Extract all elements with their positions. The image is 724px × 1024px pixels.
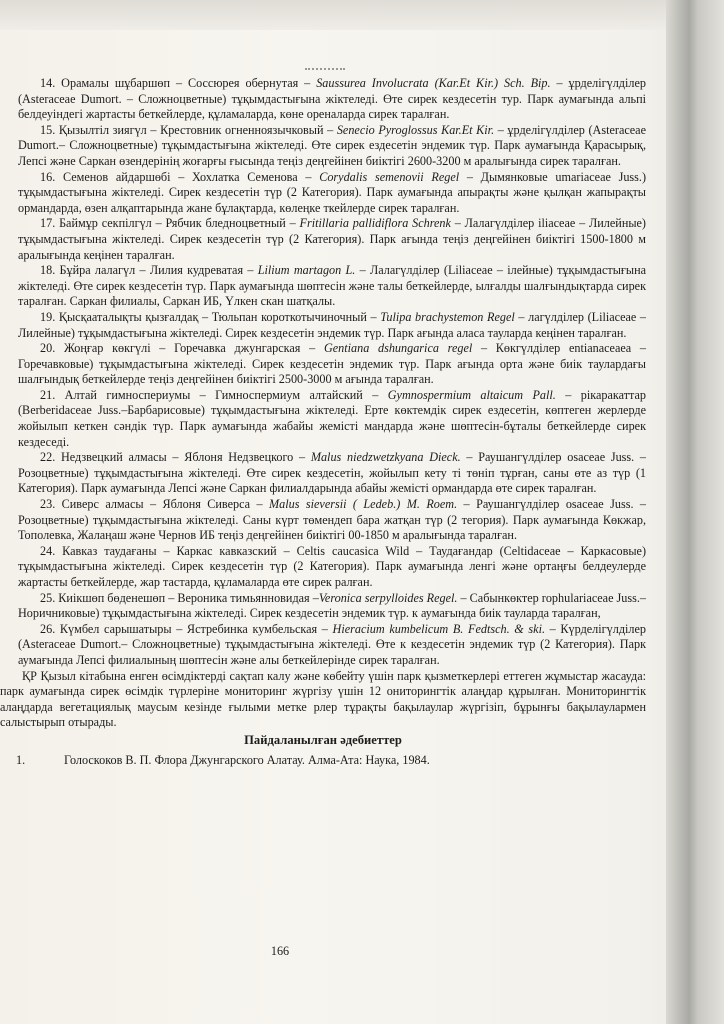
entry-number: 18. <box>40 263 56 278</box>
entry-number: 15. <box>40 122 56 137</box>
entry-description: – рікаракаттар (Berberidaceae Juss.–Барбарисовые) тұқымдастығына жіктеледі. Ерте көктемдік сирек ездесетін, көптеген жерлерде жойылып кеткен сәндік түр. Парк аумағында жабайы жемісті мандарда және шөптесін-бұталы беткейлерде сирек кездеседі. <box>18 387 647 449</box>
entry-common-names: Қызылтіл зиягүл – Крестовник огненноязычковый – <box>58 122 337 137</box>
entry-common-names: Семенов айдаршөбі – Хохлатка Семенова – <box>62 169 320 184</box>
entry-description: – Раушангүлділер osaceae Juss. – Розоцветные) тұқымдастығына жіктеледі. Саны күрт төмендеп бара жатқан түр (2 тегория). Парк аумағында Көкжар, Тополевка, Жалаңаш және Чернов ИБ теңіз деңгейінен биіктігі 00-1850 м аралығында таралған. <box>18 497 647 543</box>
scan-artifact-mark <box>305 58 345 70</box>
entry-common-names: Недзвецкий алмасы – Яблоня Недзвецкого – <box>60 450 311 465</box>
entry-number: 26. <box>40 621 56 636</box>
entry-number: 16. <box>40 169 56 184</box>
reference-text: Голоскоков В. П. Флора Джунгарского Алатау. Алма-Ата: Наука, 1984. <box>64 752 430 767</box>
species-entry <box>0 591 646 622</box>
entry-description: – Лалагүлділер (Liliaceae – ілейные) тұқымдастығына жіктеледі. Өте сирек кездесетін түр. Парк аумағында шөптесін және талы беткейлерде, ылғалды шалғындықтарда сирек таралған. Саркан филиалы, Саркан ИБ, Үлкен скан шатқалы. <box>18 263 647 309</box>
entry-description: – Лалагүлділер iliaceae – Лилейные) тұқымдастығына жіктеледі. Сирек кездесетін түр (2 Категория). Парк ағында теңіз деңгейінен биіктігі 1500-1800 м аралығында кеңінен таралған. <box>18 216 646 262</box>
reference-item <box>0 753 646 769</box>
entry-common-names: Жоңғар көкгүлі – Горечавка джунгарская – <box>63 341 324 356</box>
entry-common-names: Киікшөп бөденешөп – Вероника тимьянновидая – <box>58 590 319 605</box>
species-entry <box>0 216 646 263</box>
page-top-edge <box>0 0 724 30</box>
entry-number: 20. <box>40 341 56 356</box>
entry-common-names: Кавказ таудағаны – Каркас кавказский – Celtis caucasica Wild – Таудағандар (Celtidaceae – Каркасовые) тұқымдастығына жіктеледі. Сирек кездесетін түр (2 Категория). Парк аумағында ленгі және ортаңғы белдеулерде жартасты беткейлерде, жар тастарда, құламаларда өте сирек ралған. <box>18 543 646 589</box>
entry-description: – ұрделігүлділер (Asteraceae Dumort. – Сложноцветные) тұқымдастығына жіктеледі. Өте сирек кездесетін тур. Парк аумағында альпі белдеуіндегі жартасты беткейлерде, құламаларда, көне ореналарда сирек таралған. <box>18 76 646 122</box>
entry-description: – Күрделігүлділер (Asteraceae Dumort.– Сложноцветные) тұқымдастығына жіктеледі. Өте к кездесетін эндемик түр (2 Категория). Парк аумағында Лепсі филиалының шөптесін және алы беткейлерінде сирек таралған. <box>18 621 646 667</box>
entry-latin-name: Fritillaria pallidiflora Schrenk <box>299 216 451 231</box>
entry-description: – ұрделігүлділер (Asteraceae Dumort.– Сложноцветные) тұқымдастығына жіктеледі. Өте сирек ездесетін эндемик түр. Парк аумағында Қарасырық, Лепсі және Саркан өзендерінің жоғарғы ғысында теңіз деңгейінен биіктігі 2600-3200 м аралығында сирек таралған. <box>18 122 646 168</box>
entry-number: 17. <box>40 216 56 231</box>
species-entry <box>0 622 646 669</box>
entry-number: 25. <box>40 590 56 605</box>
entry-latin-name: Hieracium kumbelicum B. Fedtsch. & ski. <box>332 621 546 636</box>
entry-latin-name: Gentiana dshungarica regel <box>323 341 473 356</box>
entry-latin-name: Malus niedzwetzkyana Dieck. <box>310 450 461 465</box>
entry-description: – Раушангүлділер osaceae Juss. – Розоцветные) тұқымдастығына жіктеледі. Өте сирек кездесетін, жойылып кету ті төніп тұрған, саны өте аз түр (1 Категория). Парк аумағында Лепсі және Саркан филиалдарында абайы жемісті ормандарда өте сирек таралған. <box>18 450 647 496</box>
entry-common-names: Күмбел сарышатыры – Ястребинка кумбельская – <box>59 621 333 636</box>
entry-latin-name: Lilium martagon L. <box>257 263 356 278</box>
entry-description: – лагүлділер (Liliaceae – Лилейные) тұқымдастығына жіктеледі. Сирек кездесетін эндемик түр. Парк ағында аласа тауларда кеңінен таралған. <box>18 309 647 340</box>
page-number: 166 <box>270 944 290 958</box>
species-entry <box>0 170 646 217</box>
book-spine-shadow <box>666 0 724 1024</box>
entry-latin-name: Veronica serpylloides Regel. <box>318 590 458 605</box>
species-entry <box>0 76 646 123</box>
entry-common-names: Сиверс алмасы – Яблоня Сиверса – <box>61 497 269 512</box>
entry-latin-name: Malus sieversii ( Ledeb.) M. Roem. <box>269 497 458 512</box>
page-body <box>0 76 646 768</box>
species-entry <box>0 388 646 450</box>
entry-latin-name: Senecio Pyroglossus Kar.Et Kir. <box>336 122 495 137</box>
entry-common-names: Бұйра лалагүл – Лилия кудреватая – <box>59 263 258 278</box>
references-heading: Пайдаланылған әдебиеттер <box>244 732 402 747</box>
entry-latin-name: Corydalis semenovii Regel <box>319 169 460 184</box>
entry-common-names: Баймұр секпілгүл – Рябчик бледноцветный – <box>59 216 300 231</box>
species-entry <box>0 341 646 388</box>
entry-number: 19. <box>40 309 56 324</box>
species-entry <box>0 544 646 591</box>
species-entry <box>0 123 646 170</box>
entry-number: 24. <box>40 543 56 558</box>
reference-number: 1. <box>16 752 26 767</box>
entry-latin-name: Saussurea Involucrata (Kar.Et Kir.) Sch. Bip. <box>316 76 551 90</box>
entry-description: – Сабынкөктер rophulariaceae Juss.– Норичниковые) тұқымдастығына жіктеледі. Сирек кездесетін эндемик түр. к аумағында биік тауларда таралған, <box>18 590 646 621</box>
entry-common-names: Алтай гимноспериумы – Гимноспермиум алтайский – <box>64 387 388 402</box>
entry-description: – Дымянковые umariaceae Juss.) тұқымдастығына жіктеледі. Сирек кездесетін түр (2 Категория). Парк аумағында апырақты және қылқан жапырақты ормандарда, өзен алқаптарында жане бұлақтарда, көлеңке ткейлерде сирек таралған. <box>18 169 647 215</box>
entry-latin-name: Gymnospermium altaicum Pall. <box>387 387 556 402</box>
species-entry <box>0 497 646 544</box>
entry-description: – Көкгүлділер entianaceaea – Горечавковые) тұқымдастығына жіктеледі. Сирек кездесетін эндемик түр. Парк ағында орта және биік таулардағы шалғындық беткейлерде теңіз деңгейінен биіктігі 2500-3000 м ағында таралған. <box>18 341 647 387</box>
entry-common-names: Орамалы шұбаршөп – Соссюрея обернутая – <box>61 76 317 90</box>
closing-paragraph: ҚР Қызыл кітабына енген өсімдіктерді сақтап калу және көбейту үшін парк қызметкерлері еттеген жұмыстар жасауда: парк аумағында сирек өсімдік түрлеріне мониторинг жүргізу үшін 12 ониторингтік алаңдар құрылған. Мониторингтік алаңдарда вегетациялық маусым кезінде ғылыми метке рлер тұрақты бақылаулар жүргізіп, бұрынғы бақылаулармен салыстырып отырады. <box>0 668 646 730</box>
species-entry <box>0 310 646 341</box>
entry-common-names: Қысқааталықты қызғалдақ – Тюльпан короткотычиночный – <box>58 309 381 324</box>
entry-number: 14. <box>40 76 56 90</box>
entry-number: 23. <box>40 497 56 512</box>
species-entry <box>0 450 646 497</box>
entry-latin-name: Tulipa brachystemon Regel <box>380 309 515 324</box>
entry-number: 22. <box>40 450 56 465</box>
species-entry <box>0 263 646 310</box>
entry-number: 21. <box>40 387 56 402</box>
